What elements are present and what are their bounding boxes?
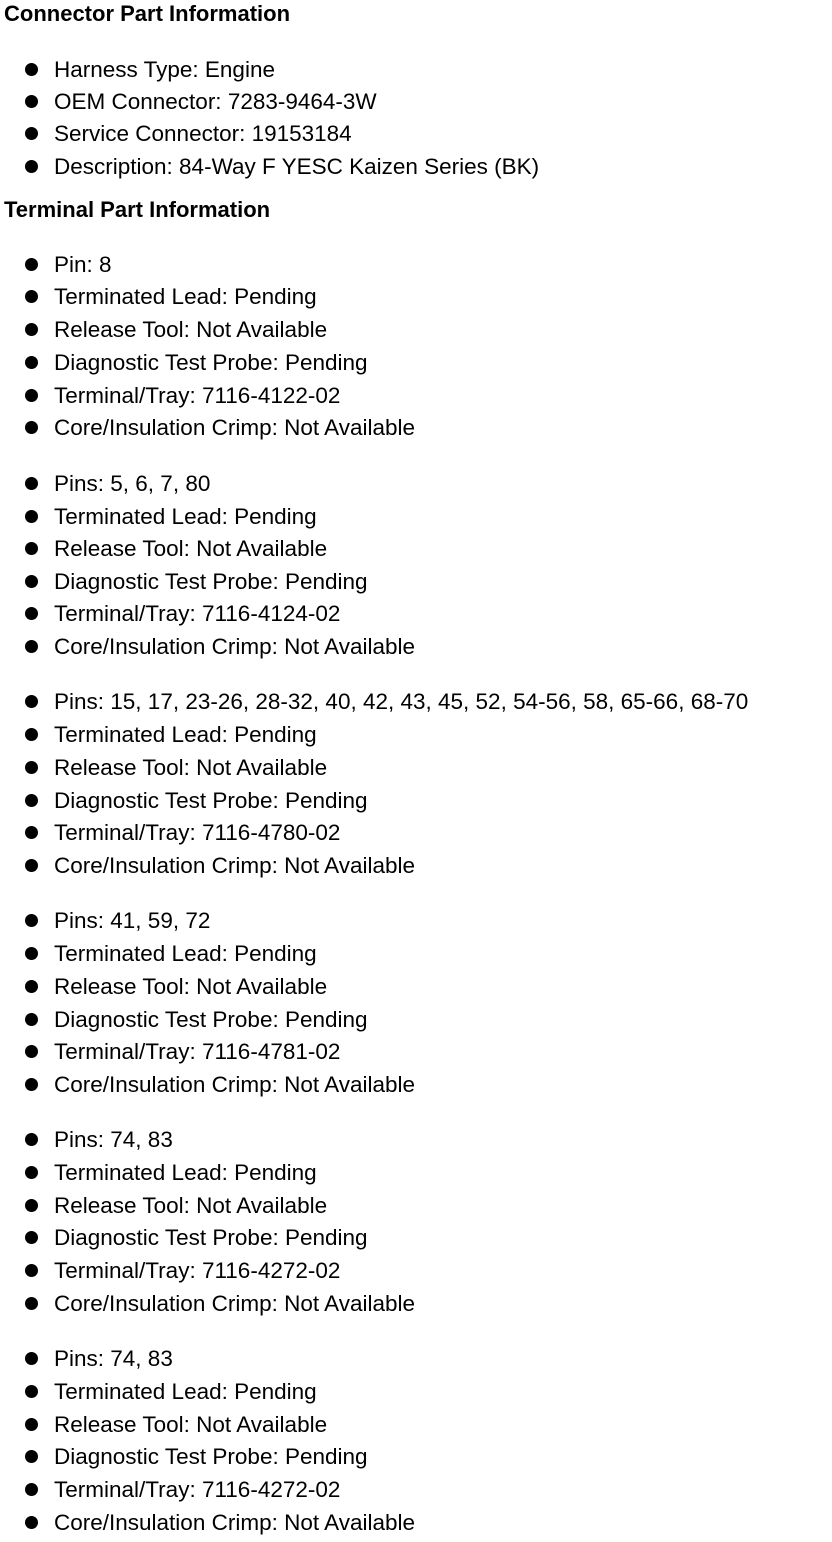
bullet-icon (25, 728, 38, 741)
bullet-icon (25, 575, 38, 588)
bullet-icon (25, 1418, 38, 1431)
list-item: Core/Insulation Crimp: Not Available (0, 850, 832, 882)
bullet-icon (25, 826, 38, 839)
bullet-icon (25, 1166, 38, 1179)
bullet-icon (25, 95, 38, 108)
connector-heading: Connector Part Information (4, 1, 291, 26)
bullet-icon (25, 947, 38, 960)
bullet-icon (25, 1013, 38, 1026)
bullet-icon (25, 1231, 38, 1244)
bullet-icon (25, 695, 38, 708)
list-item: Diagnostic Test Probe: Pending (0, 347, 832, 379)
list-item: Core/Insulation Crimp: Not Available (0, 1507, 832, 1539)
bullet-icon (25, 859, 38, 872)
list-item: Pins: 5, 6, 7, 80 (0, 468, 832, 500)
list-item: Terminated Lead: Pending (0, 281, 832, 313)
bullet-icon (25, 290, 38, 303)
terminal-heading: Terminal Part Information (4, 197, 271, 222)
bullet-icon (25, 421, 38, 434)
list-item: Core/Insulation Crimp: Not Available (0, 631, 832, 663)
bullet-icon (25, 914, 38, 927)
list-item: Service Connector: 19153184 (0, 118, 832, 150)
bullet-icon (25, 542, 38, 555)
list-item: Core/Insulation Crimp: Not Available (0, 1288, 832, 1320)
list-item: Terminal/Tray: 7116-4124-02 (0, 598, 832, 630)
list-item: Pins: 15, 17, 23-26, 28-32, 40, 42, 43, 45, 52, 54-56, 58, 65-66, 68-70 (0, 686, 832, 718)
bullet-icon (25, 258, 38, 271)
bullet-icon (25, 160, 38, 173)
list-item: Terminal/Tray: 7116-4272-02 (0, 1474, 832, 1506)
list-item: Core/Insulation Crimp: Not Available (0, 1069, 832, 1101)
list-item: Terminated Lead: Pending (0, 1157, 832, 1189)
list-item: Pins: 74, 83 (0, 1343, 832, 1375)
bullet-icon (25, 1078, 38, 1091)
list-item: Diagnostic Test Probe: Pending (0, 1441, 832, 1473)
list-item: Terminated Lead: Pending (0, 1376, 832, 1408)
list-item: Pin: 8 (0, 249, 832, 281)
list-item: Release Tool: Not Available (0, 971, 832, 1003)
bullet-icon (25, 1297, 38, 1310)
bullet-icon (25, 63, 38, 76)
list-item: Harness Type: Engine (0, 54, 832, 86)
list-item: Terminated Lead: Pending (0, 719, 832, 751)
bullet-icon (25, 1385, 38, 1398)
list-item: Diagnostic Test Probe: Pending (0, 566, 832, 598)
bullet-icon (25, 1199, 38, 1212)
bullet-icon (25, 1352, 38, 1365)
list-item: Release Tool: Not Available (0, 1190, 832, 1222)
list-item: Terminal/Tray: 7116-4122-02 (0, 380, 832, 412)
bullet-icon (25, 640, 38, 653)
bullet-icon (25, 323, 38, 336)
bullet-icon (25, 607, 38, 620)
bullet-icon (25, 1516, 38, 1529)
bullet-icon (25, 980, 38, 993)
list-item: Release Tool: Not Available (0, 533, 832, 565)
bullet-icon (25, 1264, 38, 1277)
list-item: Release Tool: Not Available (0, 314, 832, 346)
bullet-icon (25, 127, 38, 140)
list-item: Pins: 74, 83 (0, 1124, 832, 1156)
list-item: Diagnostic Test Probe: Pending (0, 1004, 832, 1036)
list-item: Release Tool: Not Available (0, 1409, 832, 1441)
list-item: Pins: 41, 59, 72 (0, 905, 832, 937)
bullet-icon (25, 1450, 38, 1463)
bullet-icon (25, 477, 38, 490)
bullet-icon (25, 794, 38, 807)
list-item: Core/Insulation Crimp: Not Available (0, 412, 832, 444)
bullet-icon (25, 1133, 38, 1146)
bullet-icon (25, 761, 38, 774)
list-item: Diagnostic Test Probe: Pending (0, 785, 832, 817)
list-item: Terminated Lead: Pending (0, 501, 832, 533)
bullet-icon (25, 1483, 38, 1496)
bullet-icon (25, 356, 38, 369)
list-item: Diagnostic Test Probe: Pending (0, 1222, 832, 1254)
list-item: Terminal/Tray: 7116-4780-02 (0, 817, 832, 849)
bullet-icon (25, 1045, 38, 1058)
list-item: Terminal/Tray: 7116-4781-02 (0, 1036, 832, 1068)
list-item: Terminal/Tray: 7116-4272-02 (0, 1255, 832, 1287)
list-item: OEM Connector: 7283-9464-3W (0, 86, 832, 118)
bullet-icon (25, 389, 38, 402)
bullet-icon (25, 510, 38, 523)
list-item: Description: 84-Way F YESC Kaizen Series (BK) (0, 151, 832, 183)
list-item: Release Tool: Not Available (0, 752, 832, 784)
list-item: Terminated Lead: Pending (0, 938, 832, 970)
